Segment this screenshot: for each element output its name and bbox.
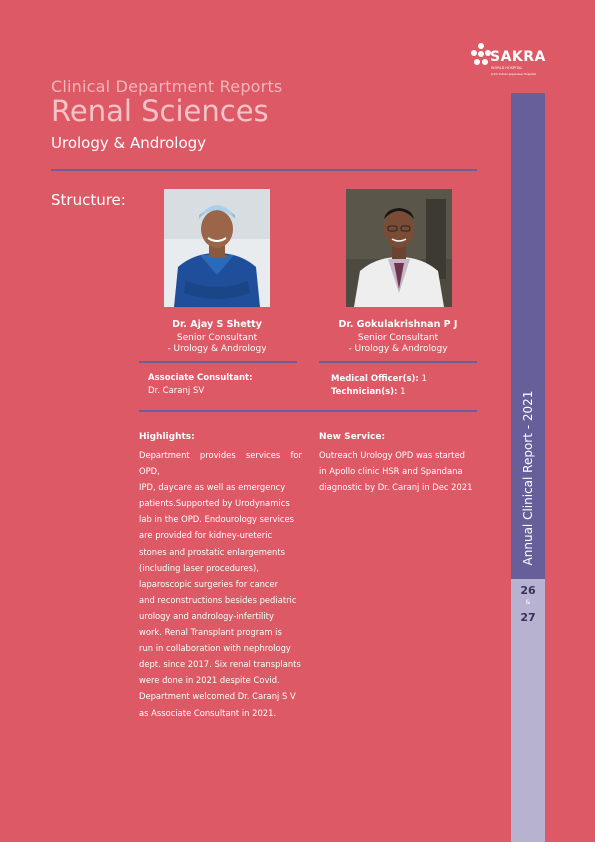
associate-name: Dr. Caranj SV [148, 386, 205, 396]
staff-block [331, 373, 427, 399]
divider-mid [139, 410, 477, 412]
technician-count: 1 [400, 387, 406, 397]
doctor-dept-2: - Urology & Andrology [348, 344, 448, 354]
doctor-dept-1: - Urology & Andrology [167, 344, 267, 354]
highlights-line: stones and prostatic enlargements [139, 546, 285, 557]
doctor-name-1: Dr. Ajay S Shetty [172, 319, 262, 330]
associate-label: Associate Consultant: [148, 373, 253, 383]
logo-name: SAKRA [490, 49, 546, 65]
structure-label: Structure: [51, 191, 126, 209]
highlights-line: run in collaboration with nephrology [139, 643, 291, 654]
technician-label: Technician(s): [331, 387, 398, 397]
highlights-line: urology and andrology-infertility [139, 610, 274, 621]
logo-tagline: Joint Indian-Japanese Hospital [491, 72, 536, 76]
highlights-text [139, 447, 302, 721]
doctor-title-1: Senior Consultant [176, 333, 258, 343]
divider-left [139, 361, 297, 363]
new-service-line: Outreach Urology OPD was started [319, 450, 465, 460]
page-number-left: 26 [520, 584, 536, 597]
highlights-line: as Associate Consultant in 2021. [139, 707, 277, 718]
doctor-photo-2 [346, 189, 452, 307]
sidebar-report-label: Annual Clinical Report - 2021 [521, 390, 535, 566]
highlights-line: laparoscopic surgeries for cancer [139, 578, 279, 589]
logo-sub: WORLD HOSPITAL [491, 66, 523, 70]
doctor-name-2: Dr. Gokulakrishnan P J [338, 319, 458, 330]
logo-icon [470, 42, 492, 72]
page-title: Renal Sciences [51, 94, 269, 128]
divider-top [51, 169, 477, 171]
highlights-line: lab in the OPD. Endourology services [139, 514, 295, 525]
highlights-line: (including laser procedures), [139, 562, 259, 573]
new-service-line: diagnostic by Dr. Caranj in Dec 2021 [319, 482, 473, 493]
highlights-line: dept. since 2017. Six renal transplants [139, 659, 301, 670]
associate-block [148, 372, 252, 398]
highlights-line: patients.Supported by Urodynamics [139, 498, 290, 509]
highlights-line: IPD, daycare as well as emergency [139, 482, 286, 493]
medical-officer-count: 1 [421, 374, 427, 384]
highlights-line: Department provides services for OPD, [139, 450, 302, 477]
highlights-line: are provided for kidney-ureteric [139, 530, 273, 541]
report-supertitle: Clinical Department Reports [51, 77, 283, 96]
new-service-line: in Apollo clinic HSR and Spandana [319, 466, 463, 477]
highlights-heading: Highlights: [139, 432, 195, 442]
page-number-amp: & [525, 599, 531, 606]
page-number-right: 27 [520, 611, 536, 624]
new-service-heading: New Service: [319, 432, 386, 442]
highlights-line: and reconstructions besides pediatric [139, 594, 297, 605]
doctor-title-2: Senior Consultant [357, 333, 439, 343]
doctor-photo-1 [164, 189, 270, 307]
divider-right [319, 361, 477, 363]
medical-officer-label: Medical Officer(s): [331, 374, 419, 384]
page-subtitle: Urology & Andrology [51, 134, 207, 152]
highlights-line: were done in 2021 despite Covid. [139, 675, 280, 686]
highlights-line: work. Renal Transplant program is [139, 627, 282, 638]
new-service-text [319, 447, 482, 495]
highlights-line: Department welcomed Dr. Caranj S V [139, 691, 296, 702]
